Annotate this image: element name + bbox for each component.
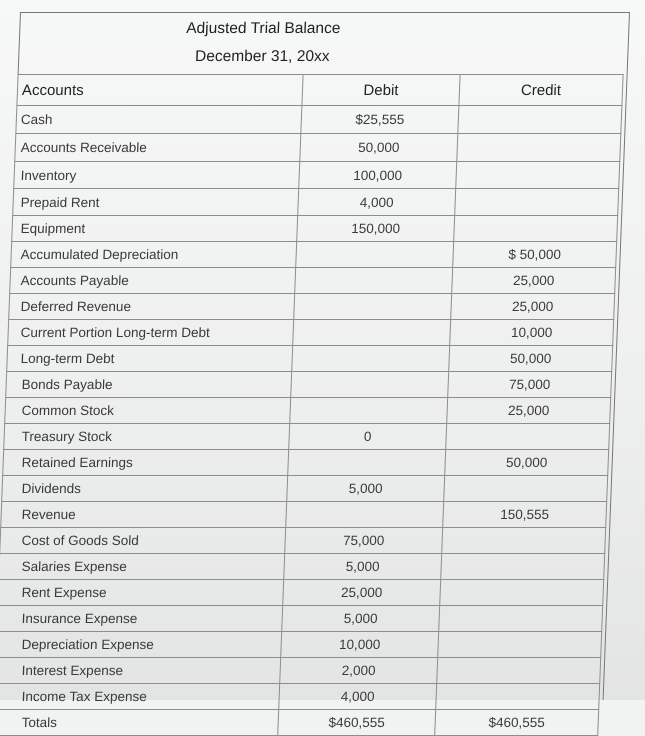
debit-cell: 100,000 <box>299 162 457 189</box>
table-row <box>2 476 608 502</box>
credit-cell <box>458 106 622 134</box>
debit-cell <box>295 268 453 294</box>
credit-cell <box>440 580 604 606</box>
table-row <box>11 242 617 268</box>
debit-cell <box>290 398 448 424</box>
debit-column-header: Debit <box>302 75 460 106</box>
credit-cell: $ 50,000 <box>453 242 617 268</box>
table-row <box>9 294 615 320</box>
debit-cell: 25,000 <box>283 580 441 606</box>
account-name-cell: Retained Earnings <box>3 450 289 476</box>
table-row <box>10 268 616 294</box>
table-row <box>14 162 620 189</box>
debit-cell <box>293 320 451 346</box>
account-name-cell: Income Tax Expense <box>0 684 280 710</box>
account-name-cell: Common Stock <box>5 398 291 424</box>
table-row <box>0 606 603 632</box>
table-row <box>0 658 601 684</box>
debit-cell: 2,000 <box>280 658 438 684</box>
table-row <box>0 528 606 554</box>
table-row <box>13 189 619 216</box>
report-title: Adjusted Trial Balance <box>185 20 341 37</box>
credit-cell <box>439 606 603 632</box>
credit-cell <box>457 134 621 162</box>
table-row <box>7 346 613 372</box>
debit-cell <box>288 450 446 476</box>
report-date: December 31, 20xx <box>194 48 330 65</box>
credit-column-header: Credit <box>459 75 623 106</box>
table-row <box>4 424 610 450</box>
debit-cell: 75,000 <box>285 528 443 554</box>
account-name-cell: Depreciation Expense <box>0 632 282 658</box>
table-row <box>0 710 599 736</box>
table-row <box>16 106 622 134</box>
debit-cell <box>294 294 452 320</box>
account-name-cell: Cash <box>16 106 302 134</box>
account-name-cell: Treasury Stock <box>4 424 290 450</box>
debit-cell: 50,000 <box>300 134 458 162</box>
credit-cell: $460,555 <box>435 710 599 736</box>
table-row <box>6 372 612 398</box>
account-name-cell: Prepaid Rent <box>13 189 299 216</box>
accounts-column-header: Accounts <box>17 75 303 106</box>
account-name-cell: Current Portion Long-term Debt <box>8 320 294 346</box>
debit-cell: 150,000 <box>297 216 455 242</box>
account-name-cell: Deferred Revenue <box>9 294 295 320</box>
table-row <box>15 134 621 162</box>
account-name-cell: Equipment <box>12 216 298 242</box>
debit-cell: 5,000 <box>284 554 442 580</box>
debit-cell: $25,555 <box>301 106 459 134</box>
table-row <box>5 398 611 424</box>
account-name-cell: Bonds Payable <box>6 372 292 398</box>
debit-cell: $460,555 <box>278 710 436 736</box>
table-row <box>1 502 607 528</box>
credit-cell: 25,000 <box>447 398 611 424</box>
debit-cell: 5,000 <box>287 476 445 502</box>
table-row <box>12 216 618 242</box>
trial-balance-table <box>0 74 624 736</box>
table-row <box>3 450 609 476</box>
debit-cell <box>286 502 444 528</box>
account-name-cell: Salaries Expense <box>0 554 285 580</box>
debit-cell <box>292 346 450 372</box>
credit-cell <box>437 658 601 684</box>
account-name-cell: Accumulated Depreciation <box>11 242 297 268</box>
account-name-cell: Insurance Expense <box>0 606 283 632</box>
account-name-cell: Cost of Goods Sold <box>0 528 286 554</box>
account-name-cell: Inventory <box>14 162 300 189</box>
account-name-cell: Long-term Debt <box>7 346 293 372</box>
credit-cell: 50,000 <box>445 450 609 476</box>
credit-cell: 10,000 <box>450 320 614 346</box>
credit-cell <box>446 424 610 450</box>
credit-cell <box>444 476 608 502</box>
table-row <box>0 684 600 710</box>
debit-cell <box>291 372 449 398</box>
credit-cell: 75,000 <box>448 372 612 398</box>
credit-cell: 25,000 <box>451 294 615 320</box>
credit-cell <box>455 189 619 216</box>
account-name-cell: Accounts Payable <box>10 268 296 294</box>
table-row <box>0 632 602 658</box>
debit-cell: 4,000 <box>298 189 456 216</box>
debit-cell: 10,000 <box>281 632 439 658</box>
credit-cell: 50,000 <box>449 346 613 372</box>
account-name-cell: Rent Expense <box>0 580 284 606</box>
account-name-cell: Accounts Receivable <box>15 134 301 162</box>
table-row <box>8 320 614 346</box>
credit-cell <box>454 216 618 242</box>
credit-cell <box>441 554 605 580</box>
debit-cell <box>296 242 454 268</box>
debit-cell: 4,000 <box>279 684 437 710</box>
credit-cell <box>438 632 602 658</box>
credit-cell <box>456 162 620 189</box>
account-name-cell: Revenue <box>1 502 287 528</box>
header-row <box>17 75 623 106</box>
account-name-cell: Interest Expense <box>0 658 281 684</box>
table-row <box>0 554 605 580</box>
credit-cell <box>442 528 606 554</box>
debit-cell: 5,000 <box>282 606 440 632</box>
table-body <box>0 106 622 736</box>
title-row <box>13 15 630 43</box>
credit-cell: 25,000 <box>452 268 616 294</box>
credit-cell: 150,555 <box>443 502 607 528</box>
credit-cell <box>436 684 600 710</box>
date-row <box>12 43 629 71</box>
account-name-cell: Totals <box>0 710 279 736</box>
trial-balance-sheet <box>0 12 630 730</box>
debit-cell: 0 <box>289 424 447 450</box>
sheet-top-border <box>20 12 630 13</box>
account-name-cell: Dividends <box>2 476 288 502</box>
table-row <box>0 580 604 606</box>
